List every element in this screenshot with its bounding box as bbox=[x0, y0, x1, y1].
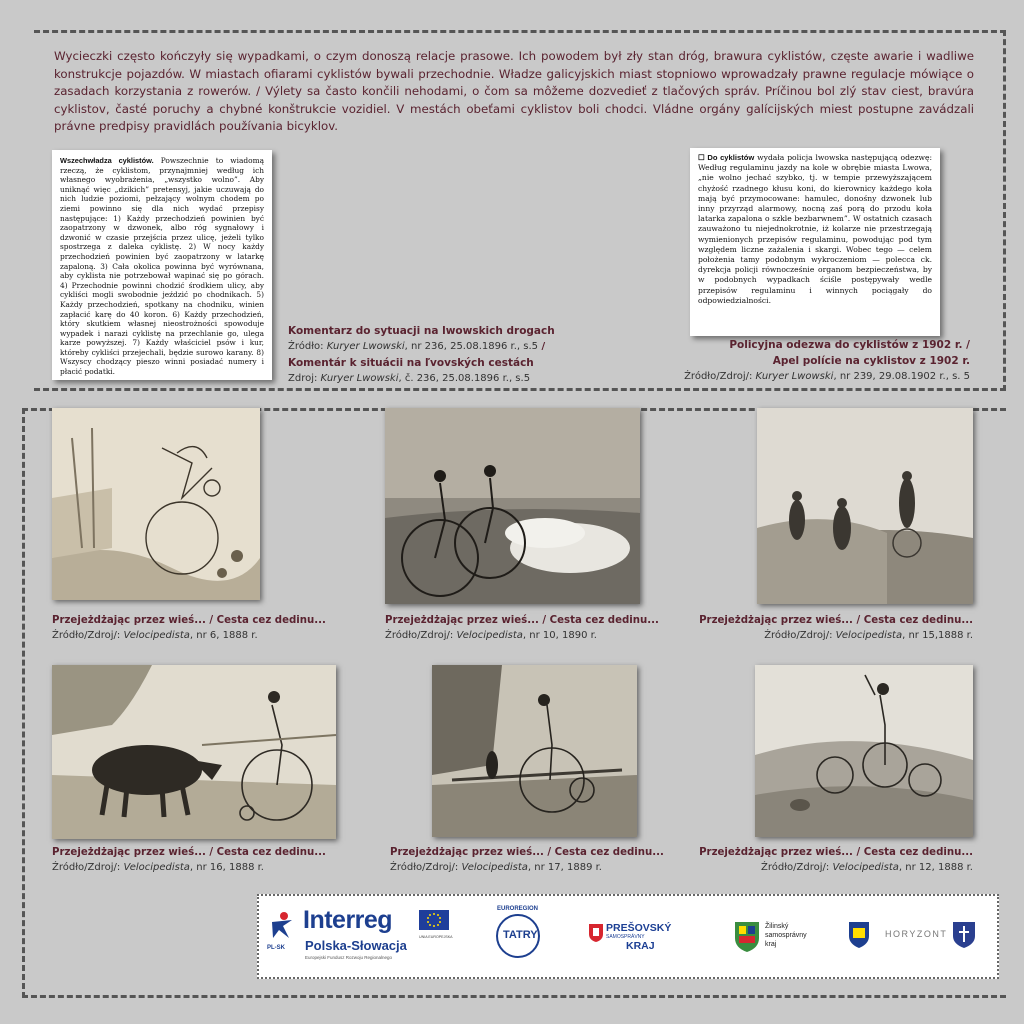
intro-paragraph: Wycieczki często kończyły się wypadkami, o czym donoszą relacje prasowe. Ich powodem był zły stan dróg, brawura cyklistów, częste awarie i wadliwe konstrukcje pojazdów. W miastach ofiarami cyklistów bywali przechodnie. Władze galicyjskich miast stopniowo wprowadzały prawne regulacje mówiące o zasadach korzystania z rowerów. / Výlety sa často končili nehodami, o čom sa môžeme dozvedieť z tlačových správ. Príčinou bol zlý stav ciest, bravúra cyklistov, časté poruchy a chybné konštrukcie vozidiel. V mestách obeťami cyklistov boli chodci. Vládne orgány galícijských miest postupne zavádzali právne predpisy pravidlách používania bicyklov. bbox=[54, 49, 974, 134]
photo-caption-5 bbox=[390, 845, 690, 875]
engraving-bull-chasing-cyclist bbox=[52, 665, 336, 839]
photo-caption-title: Przejeżdżając przez wieś... / Cesta cez dedinu... bbox=[52, 615, 326, 626]
source-details: , nr 6, 1888 r. bbox=[189, 630, 258, 641]
eu-flag-icon bbox=[419, 910, 449, 930]
source-details: , č. 236, 25.08.1896 r., s.5 bbox=[398, 373, 531, 384]
source-label: Źródło/Zdroj/: bbox=[52, 862, 124, 873]
interreg-subtitle: Polska-Słowacja bbox=[305, 938, 407, 953]
source-publication: Velocipedista bbox=[835, 630, 903, 641]
euroregion-tatry-logo bbox=[493, 906, 543, 962]
parish-crest-icon bbox=[953, 922, 975, 948]
clipping-headline: ☐ Do cyklistów bbox=[698, 153, 755, 162]
source-publication: Velocipedista bbox=[123, 862, 190, 873]
photo-caption-title: Przejeżdżając przez wieś... / Cesta cez dedinu... bbox=[52, 847, 326, 858]
zilina-line-3: kraj bbox=[765, 941, 777, 948]
plsk-label: PL-SK bbox=[267, 945, 285, 951]
photo-caption-2 bbox=[385, 613, 685, 643]
source-label: Źródło/Zdroj/: bbox=[385, 630, 457, 641]
photo-caption-title: Przejeżdżając przez wieś... / Cesta cez dedinu... bbox=[699, 847, 973, 858]
source-publication: Velocipedista bbox=[123, 630, 190, 641]
source-label: Źródło/Zdroj/: bbox=[764, 630, 836, 641]
source-publication: Velocipedista bbox=[832, 862, 899, 873]
caption-clipping-1902 bbox=[600, 337, 970, 385]
eu-label: UNIA EUROPEJSKA bbox=[419, 935, 453, 939]
source-publication: Velocipedista bbox=[456, 630, 523, 641]
source-publication: Kuryer Lwowski bbox=[326, 341, 405, 352]
town-crest-icon bbox=[849, 922, 869, 948]
source-details: , nr 17, 1889 r. bbox=[527, 862, 602, 873]
presov-line-2: SAMOSPRÁVNY bbox=[606, 934, 645, 940]
source-label: Źródło/Zdroj/: bbox=[390, 862, 462, 873]
zilina-line-2: samosprávny bbox=[765, 932, 807, 939]
photo-caption-1 bbox=[52, 613, 352, 643]
photo-caption-title: Przejeżdżając przez wieś... / Cesta cez dedinu... bbox=[385, 615, 659, 626]
source-label: Źródło/Zdroj/: bbox=[761, 862, 833, 873]
caption-slash: / bbox=[538, 341, 546, 352]
source-details: , nr 239, 29.08.1902 r., s. 5 bbox=[833, 371, 970, 382]
plsk-figure-icon bbox=[267, 910, 297, 940]
photo-caption-6 bbox=[673, 845, 973, 875]
photo-caption-3 bbox=[673, 613, 973, 643]
parish-crest-logo bbox=[953, 922, 975, 953]
source-details: , nr 16, 1888 r. bbox=[189, 862, 264, 873]
source-publication: Kuryer Lwowski bbox=[755, 371, 834, 382]
clipping-headline: Wszechwładza cyklistów. bbox=[60, 156, 154, 165]
presov-crest-icon bbox=[589, 924, 603, 942]
plsk-logo bbox=[267, 910, 297, 951]
photo-caption-4 bbox=[52, 845, 352, 875]
photo-caption-title: Przejeżdżając przez wieś... / Cesta cez dedinu... bbox=[390, 847, 664, 858]
engraving-field-workers bbox=[757, 408, 973, 604]
newspaper-clipping-1896 bbox=[52, 150, 272, 380]
presov-line-3: KRAJ bbox=[626, 940, 655, 952]
clipping-body: wydała policja lwowska następującą odezwę: Według regulaminu jazdy na kole w obrębie miasta Lwowa, „nie wolno jechać szybko, tj. w tempie przewyższającem chyżość rzadnego kłusu koni, do kierownicy każdego koła mają być przymocowane: hamulec, donośny dzwonek lub inny przyrząd alarmowy, nocną zaś porą do przodu koła latarka zapalona o szkle bezbarwnem”. W ostatnich czasach zauważono tu niejednokrotnie, iż kolarze nie przestrzegają wymienionych przepisów regulaminu, powodując pod tym względem liczne zażalenia i skargi. Wobec tego — celem położenia tamy podobnym wykroczeniom — polecca ck. dyrekcja policji równocześnie organom bezpieczeństwa, by w podobnych wypadkach ściśle postępywały wedle przepisów regulaminu i winnych pociągały do odpowiedzialności. bbox=[698, 153, 933, 305]
town-crest-logo bbox=[849, 922, 869, 953]
caption-clipping-1896 bbox=[288, 323, 588, 387]
euroregion-label: EUROREGION bbox=[497, 906, 539, 912]
tatry-label: TATRY bbox=[503, 929, 538, 941]
photo-caption-title: Przejeżdżając przez wieś... / Cesta cez dedinu... bbox=[699, 615, 973, 626]
horyzont-logo: HORYZONT bbox=[885, 929, 948, 939]
engraving-cyclists-on-hill bbox=[755, 665, 973, 837]
sponsor-logo-strip bbox=[257, 894, 999, 979]
source-details: , nr 236, 25.08.1896 r., s.5 bbox=[404, 341, 539, 352]
zilina-crest-icon bbox=[735, 922, 759, 952]
clipping-body: Powszechnie to wiadomą rzeczą, że cyklistom, przynajmniej według ich własnego wyobrażenia, „wszystko wolno”. Aby uniknąć więc „dzikich” pretensyj, jakie uczuwają do nich ludzie poziomi, pełzający wolnym chodem po ziemi powinno się dla nich wydać przepisy następujące: 1) Każdy przechodzień powinien być zaopatrzony w dzwonek, albo róg sygnałowy i dzwonić w czasie przejścia przez ulicę, jeżeli tylko spostrzega z daleka cyklistę. 2) W nocy każdy przechodzień powinien być zaopatrzony w latarkę zapaloną. 3) Cała okolica powinna być wyrównana, aby cyklista nie potrzebował wapinać się po górach. 4) Przechodnie powinni chodzić środkiem ulicy, aby cykliści mogli swobodnie jeździć po chodnikach. 5) Każdy przechodzień, spotkany na chodniku, winien zapłacić karę do 40 koron. 6) Każdy przechodzień, który skutkiem własnej nieostrożności spowoduje wypadek i narazi cyklistę na przechlanie go, ulega karze powyższej. 7) Każdy właściciel psów i kur, któreby cykliści przejechali, będzie surowo karany. 8) Wszyscy chodzący pieszo winni posiadać numery i płacić podatki. bbox=[60, 156, 264, 377]
engraving-cyclist-falling bbox=[52, 408, 260, 600]
interreg-logo-text: Interreg bbox=[303, 906, 393, 934]
engraving-riders-with-geese bbox=[385, 408, 640, 604]
source-label: Źródło/Zdroj/: bbox=[52, 630, 124, 641]
source-publication: Kuryer Lwowski bbox=[320, 373, 399, 384]
source-label: Źródło/Zdroj/: bbox=[684, 371, 756, 382]
source-details: , nr 12, 1888 r. bbox=[898, 862, 973, 873]
caption-title-sk: Apel polície na cyklistov z 1902 r. bbox=[772, 355, 970, 367]
source-details: , nr 10, 1890 r. bbox=[522, 630, 597, 641]
source-label: Źródło: bbox=[288, 341, 327, 352]
caption-title-pl: Komentarz do sytuacji na lwowskich drogach bbox=[288, 325, 555, 337]
clipping-headline-text: Do cyklistów bbox=[707, 153, 755, 162]
caption-title-sk: Komentár k situácii na ľvovských cestách bbox=[288, 357, 534, 369]
source-label: Zdroj: bbox=[288, 373, 321, 384]
source-details: , nr 15,1888 r. bbox=[902, 630, 973, 641]
source-publication: Velocipedista bbox=[461, 862, 528, 873]
newspaper-clipping-1902 bbox=[690, 148, 940, 336]
zilina-line-1: Žilinský bbox=[765, 923, 789, 930]
presov-line-1: PREŠOVSKÝ bbox=[606, 922, 672, 934]
caption-title-pl: Policyjna odezwa do cyklistów z 1902 r. / bbox=[729, 339, 970, 351]
engraving-cyclist-and-boy bbox=[432, 665, 637, 837]
eu-flag-logo bbox=[419, 910, 453, 939]
interreg-fund-label: Europejski Fundusz Rozwoju Regionalnego bbox=[305, 955, 393, 960]
